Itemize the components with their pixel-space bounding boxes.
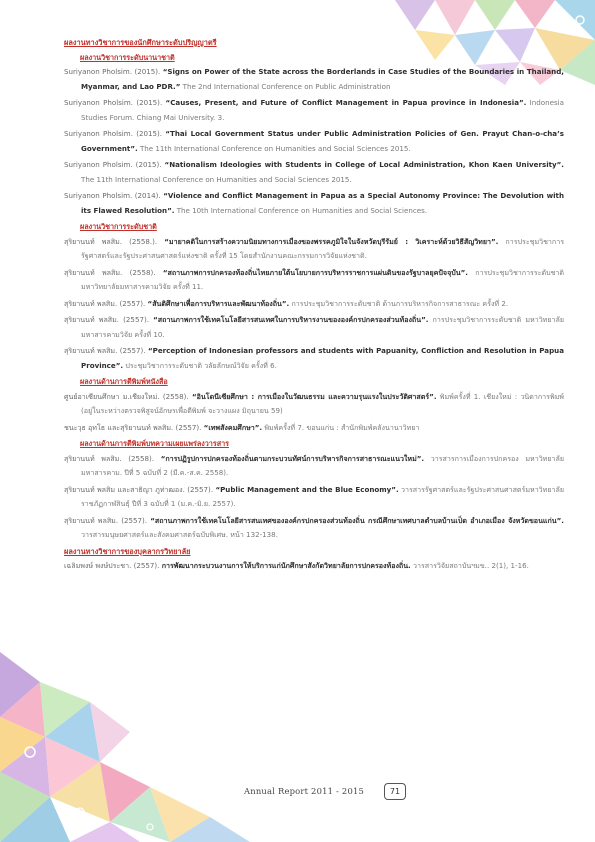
reference-title: “Thai Local Government Status under Public Administration Policies of Gen. Prayut Chan-o-cha’s Government”. <box>81 129 564 153</box>
reference-source: วารสารรัฐศาสตร์และรัฐประศาสนศาสตร์มหาวิทยาลัยราชภัฏกาฬสินธุ์ ปีที่ 3 ฉบับที่ 1 (ม.ค.-มิ.ย. 2557). <box>81 484 564 509</box>
reference-source: The 10th International Conference on Humanities and Social Sciences. <box>174 205 428 215</box>
reference-author: สุริยานนท์ พลสิม. (2557). <box>64 315 154 325</box>
reference-source: การประชุมวิชาการระดับชาติ มหาวิทยาลัยมหาสารคามวิจัย ครั้งที่ 11. <box>81 267 565 292</box>
reference-source: The 11th International Conference on Humanities and Social Sciences 2015. <box>137 143 411 153</box>
reference-entry <box>64 158 564 187</box>
page-number: 71 <box>384 783 406 800</box>
reference-entry <box>64 266 564 295</box>
reference-author: เฉลิมพงษ์ พงษ์ประชา. (2557). <box>64 561 162 571</box>
publication-list <box>64 36 564 576</box>
reference-author: Suriyanon Pholsim. (2015). <box>64 98 166 108</box>
reference-entry <box>64 344 564 373</box>
reference-source: วารสารวิจัยสถาบันฯมข.. 2(1), 1-16. <box>410 561 529 571</box>
reference-entry <box>64 559 564 574</box>
reference-author: ชนะวุธ อุทโธ และสุริยานนท์ พลสิม. (2557). <box>64 422 204 432</box>
reference-title: “Signs on Power of the State across the Borderlands in Case Studies of the Boundaries in Thailand, Myanmar, and Lao PDR.” <box>81 67 564 91</box>
subsection-heading: ผลงานด้านการตีพิมพ์หนังสือ <box>80 377 168 387</box>
reference-entry <box>64 127 564 156</box>
reference-title: “สถานภาพการใช้เทคโนโลยีสารสนเทศขององค์กรปกครองส่วนท้องถิ่น กรณีศึกษาเทศบาลตำบลบ้านเป็ด อำเภอเมือง จังหวัดขอนแก่น”. <box>150 515 564 525</box>
reference-entry <box>64 514 564 543</box>
reference-source: The 11th International Conference on Humanities and Social Sciences 2015. <box>81 174 352 184</box>
reference-title: “สถานภาพการปกครองท้องถิ่นไทยภายใต้นโยบายการบริหารราชการแผ่นดินของรัฐบาลยุคปัจจุบัน”. <box>162 267 468 277</box>
reference-author: Suriyanon Pholsim. (2015). <box>64 129 166 139</box>
reference-entry <box>64 96 564 125</box>
reference-author: สุริยานนท์ พลสิม. (2558). <box>64 267 163 277</box>
reference-source: วารสารมนุษยศาสตร์และสังคมศาสตร์ฉบับพิเศษ. หน้า 132-138. <box>81 530 278 540</box>
reference-entry <box>64 483 564 512</box>
reference-title: “Violence and Conflict Management in Papua as a Special Autonomy Province: The Devolution with its Flawed Resolution”. <box>81 191 564 215</box>
reference-title: “เทพสังคมศึกษา”. <box>203 422 263 432</box>
reference-title: “Causes, Present, and Future of Conflict Management in Papua province in Indonesia”. <box>165 98 527 108</box>
reference-title: “สันติศึกษาเพื่อการบริหารและพัฒนาท้องถิ่น”. <box>147 298 290 308</box>
reference-source: The 2nd International Conference on Public Administration <box>180 81 391 91</box>
reference-source: Indonesia Studies Forum. Chiang Mai University. 3. <box>81 98 564 122</box>
reference-entry <box>64 313 564 342</box>
reference-author: Suriyanon Pholsim. (2014). <box>64 191 164 201</box>
subsection-heading: ผลงานวิชาการระดับนานาชาติ <box>80 52 175 62</box>
reference-title: “Perception of Indonesian professors and students with Papuanity, Confliction and Resolution in Papua Province”. <box>81 346 564 370</box>
reference-source: การประชุมวิชาการระดับชาติ ด้านการบริหารกิจการสาธารณะ ครั้งที่ 2. <box>289 298 509 308</box>
footer-report-title: Annual Report 2011 - 2015 <box>244 786 365 796</box>
reference-author: สุริยานนท์ พลสิม. (2558.). <box>64 236 165 246</box>
reference-source: ประชุมวิชาการระดับชาติ วลัยลักษณ์วิจัย ครั้งที่ 6. <box>123 360 277 370</box>
reference-title: “Nationalism Ideologies with Students in College of Local Administration, Khon Kaen University”. <box>164 160 564 170</box>
section-heading: ผลงานทางวิชาการของนักศึกษาระดับปริญญาตรี <box>64 38 217 47</box>
reference-author: สุริยานนท์ พลสิม. (2557). <box>64 346 148 356</box>
reference-title: “การปฏิรูปการปกครองท้องถิ่นตามกระบวนทัศน์การบริหารกิจการสาธารณะแนวใหม่”. <box>160 453 425 463</box>
reference-source: การประชุมวิชาการรัฐศาสตร์และรัฐประศาสนศาสตร์แห่งชาติ ครั้งที่ 15 โดยสำนักงานคณะกรรมการวิจัยแห่งชาติ. <box>81 236 565 261</box>
reference-source: พิมพ์ครั้งที่ 7. ขอนแก่น : สำนักพิมพ์คลังนานาวิทยา <box>262 422 420 432</box>
reference-author: สุริยานนท์ พลสิม. (2557). <box>64 515 151 525</box>
reference-author: สุริยานนท์ พลสิม. (2558). <box>64 453 161 463</box>
reference-entry <box>64 421 564 436</box>
reference-author: สุริยานนท์ พลสิม และสาธิญา ภูท่าฒอง. (2557). <box>64 484 216 494</box>
reference-entry <box>64 452 564 481</box>
reference-title: “อินโดนีเซียศึกษา : การเมืองในวัฒนธรรม และความรุนแรงในประวัติศาสตร์”. <box>191 391 437 401</box>
reference-entry <box>64 297 564 312</box>
reference-source: พิมพ์ครั้งที่ 1. เชียงใหม่ : วนิดาการพิมพ์ (อยู่ในระหว่างตรวจพิสูจน์อักษรเพื่อตีพิมพ์ จะวางแผง มิถุนายน 59) <box>81 391 564 416</box>
reference-title: “สถานภาพการใช้เทคโนโลยีสารสนเทศในการบริหารงานขององค์กรปกครองส่วนท้องถิ่น”. <box>153 315 429 325</box>
decorative-triangles-bottom <box>0 622 260 842</box>
reference-entry <box>64 189 564 218</box>
reference-source: วารสารการเมืองการปกครอง มหาวิทยาลัยมหาสารคาม. ปีที่ 5 ฉบับที่ 2 (มี.ค.-ส.ค. 2558). <box>81 453 564 478</box>
reference-entry <box>64 65 564 94</box>
reference-author: ศูนย์อาเซียนศึกษา ม.เชียงใหม่. (2558). <box>64 391 192 401</box>
section-heading: ผลงานทางวิชาการของบุคลากรวิทยาลัย <box>64 546 191 556</box>
reference-entry <box>64 235 564 264</box>
reference-title: “มายาคติในการสร้างความนิยมทางการเมืองของพรรคภูมิใจในจังหวัดบุรีรัมย์ : วิเคราะห์ด้วยวิธีสัญวิทยา”. <box>164 236 499 246</box>
reference-author: Suriyanon Pholsim. (2015). <box>64 160 165 170</box>
reference-title: การพัฒนากระบวนงานการให้บริการแก่นักศึกษาสังกัดวิทยาลัยการปกครองท้องถิ่น. <box>161 561 411 571</box>
subsection-heading: ผลงานวิชาการระดับชาติ <box>80 222 157 232</box>
subsection-heading: ผลงานด้านการตีพิมพ์บทความเผยแพร่ลงวารสาร <box>80 439 229 448</box>
reference-author: Suriyanon Pholsim. (2015). <box>64 67 163 77</box>
reference-title: “Public Management and the Blue Economy”. <box>215 484 399 494</box>
reference-entry <box>64 390 564 419</box>
reference-source: การประชุมวิชาการระดับชาติ มหาวิทยาลัยมหาสารคามวิจัย ครั้งที่ 10. <box>81 315 564 339</box>
reference-author: สุริยานนท์ พลสิม. (2557). <box>64 298 148 308</box>
